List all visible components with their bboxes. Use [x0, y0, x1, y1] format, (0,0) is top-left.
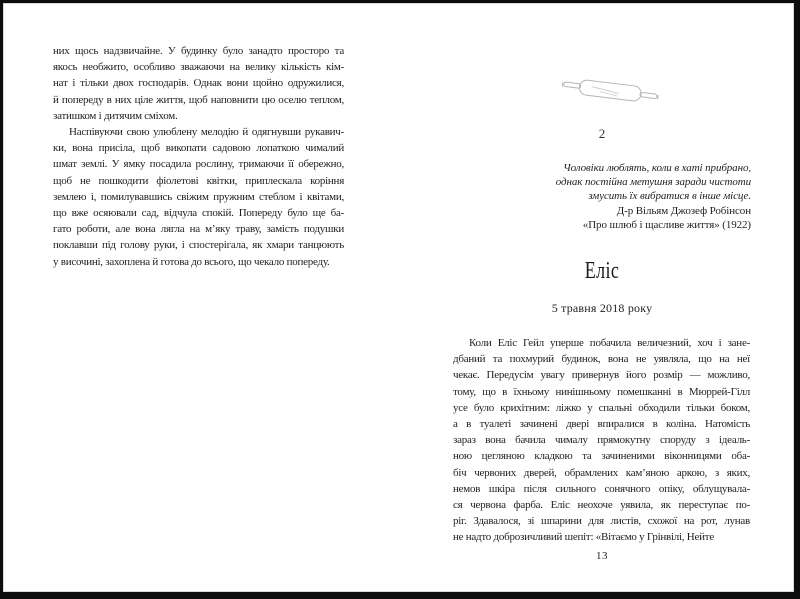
- text-line: чекає. Передусім увагу привернув його розмір — можливо,: [453, 369, 750, 382]
- text-line: дбаний та похмурий будинок, вона не уявляла, що на неї: [453, 353, 750, 366]
- text-line: й попереду в них ціле життя, щоб наповнити цю оселю теплом,: [53, 93, 344, 106]
- text-line: а в туалеті зачинені двері впиралися в коліна. Натомість: [453, 418, 750, 431]
- text-line: Коли Еліс Гейл уперше побачила величезний, хоч і зане-: [469, 337, 750, 349]
- text-line: однак постійна метушня заради чистоти: [555, 176, 751, 189]
- text-line: ки, вона присіла, щоб викопати садовою лопаткою чималий: [53, 142, 344, 155]
- epigraph-quote: [423, 161, 751, 204]
- text-line: Д-р Вільям Джозеф Робінсон: [616, 204, 751, 217]
- text-line: ною цегляною кладкою та зачиненими віконницями оба-: [453, 450, 750, 463]
- chapter-dateline: 5 травня 2018 року: [551, 301, 653, 315]
- text-line: біч червоних дверей, обрамлених кам’яною аркою, з яких,: [453, 466, 750, 479]
- text-line: гато роботи, але вона лягла на м’яку траву, замість подушки: [53, 223, 344, 236]
- text-line: Наспівуючи свою улюблену мелодію й одягнувши рукавич-: [69, 126, 344, 139]
- chapter-title: [453, 257, 751, 285]
- text-line: землею і, помилувавшись свіжим пружним стеблом і квітами,: [53, 190, 344, 203]
- text-line: що вже осяювали сад, відчула спокій. Попереду було ще ба-: [53, 207, 344, 220]
- text-line: немов шкіра після сильного сонячного опіку, облущувала-: [453, 482, 750, 495]
- text-line: поклавши під голову руки, і спостерігала, як хмари танцюють: [53, 239, 344, 252]
- text-line: тому, що в їхньому нинішньому помешканні в Мюррей-Гілл: [453, 385, 750, 398]
- text-line: ріг. Здавалося, зі шпарини для листів, схожої на рот, лунав: [453, 515, 750, 528]
- text-line: не надто доброзичливий шепіт: «Вітаємо у Грінвілі, Нейте: [453, 531, 714, 544]
- text-line: усе було крихітним: ліжко у спальні обходили тільки боком,: [453, 401, 750, 414]
- text-line: якось необжито, особливо зважаючи на велику кількість кім-: [53, 61, 344, 74]
- text-line: «Про шлюб і щасливе життя» (1922): [582, 218, 751, 231]
- right-page-body-text: [453, 335, 750, 546]
- epigraph: [423, 161, 751, 232]
- text-line: них щось надзвичайне. У будинку було занадто просторо та: [53, 45, 344, 57]
- chapter-title-text: Еліс: [584, 258, 620, 284]
- text-line: зараз вона бачила чималу прямокутну споруду з ідеаль-: [453, 434, 750, 447]
- text-line: змусить їх вибратися в інше місце.: [588, 190, 751, 203]
- chapter-number: 2: [598, 126, 606, 141]
- text-line: Чоловіки люблять, коли в хаті прибрано,: [563, 162, 751, 174]
- text-line: затишком і дитячим сміхом.: [53, 109, 178, 122]
- text-line: нат і тільки двох господарів. Однак вони щойно одружилися,: [53, 77, 344, 90]
- text-line: щоб не пошкодити фіолетові квітки, приплескала коріння: [53, 174, 344, 187]
- text-line: ся червона фарба. Еліс неохоче уявила, як переступає по-: [453, 499, 750, 512]
- left-page-body-text: [53, 43, 344, 270]
- rolling-pin-icon: [560, 74, 660, 112]
- epigraph-attribution: [423, 204, 751, 232]
- text-line: у височині, захоплена й готова до всього, що чекало попереду.: [53, 255, 330, 268]
- page-number: 13: [596, 550, 608, 562]
- text-line: шмат землі. У ямку посадила рослину, тримаючи її обережно,: [53, 158, 344, 171]
